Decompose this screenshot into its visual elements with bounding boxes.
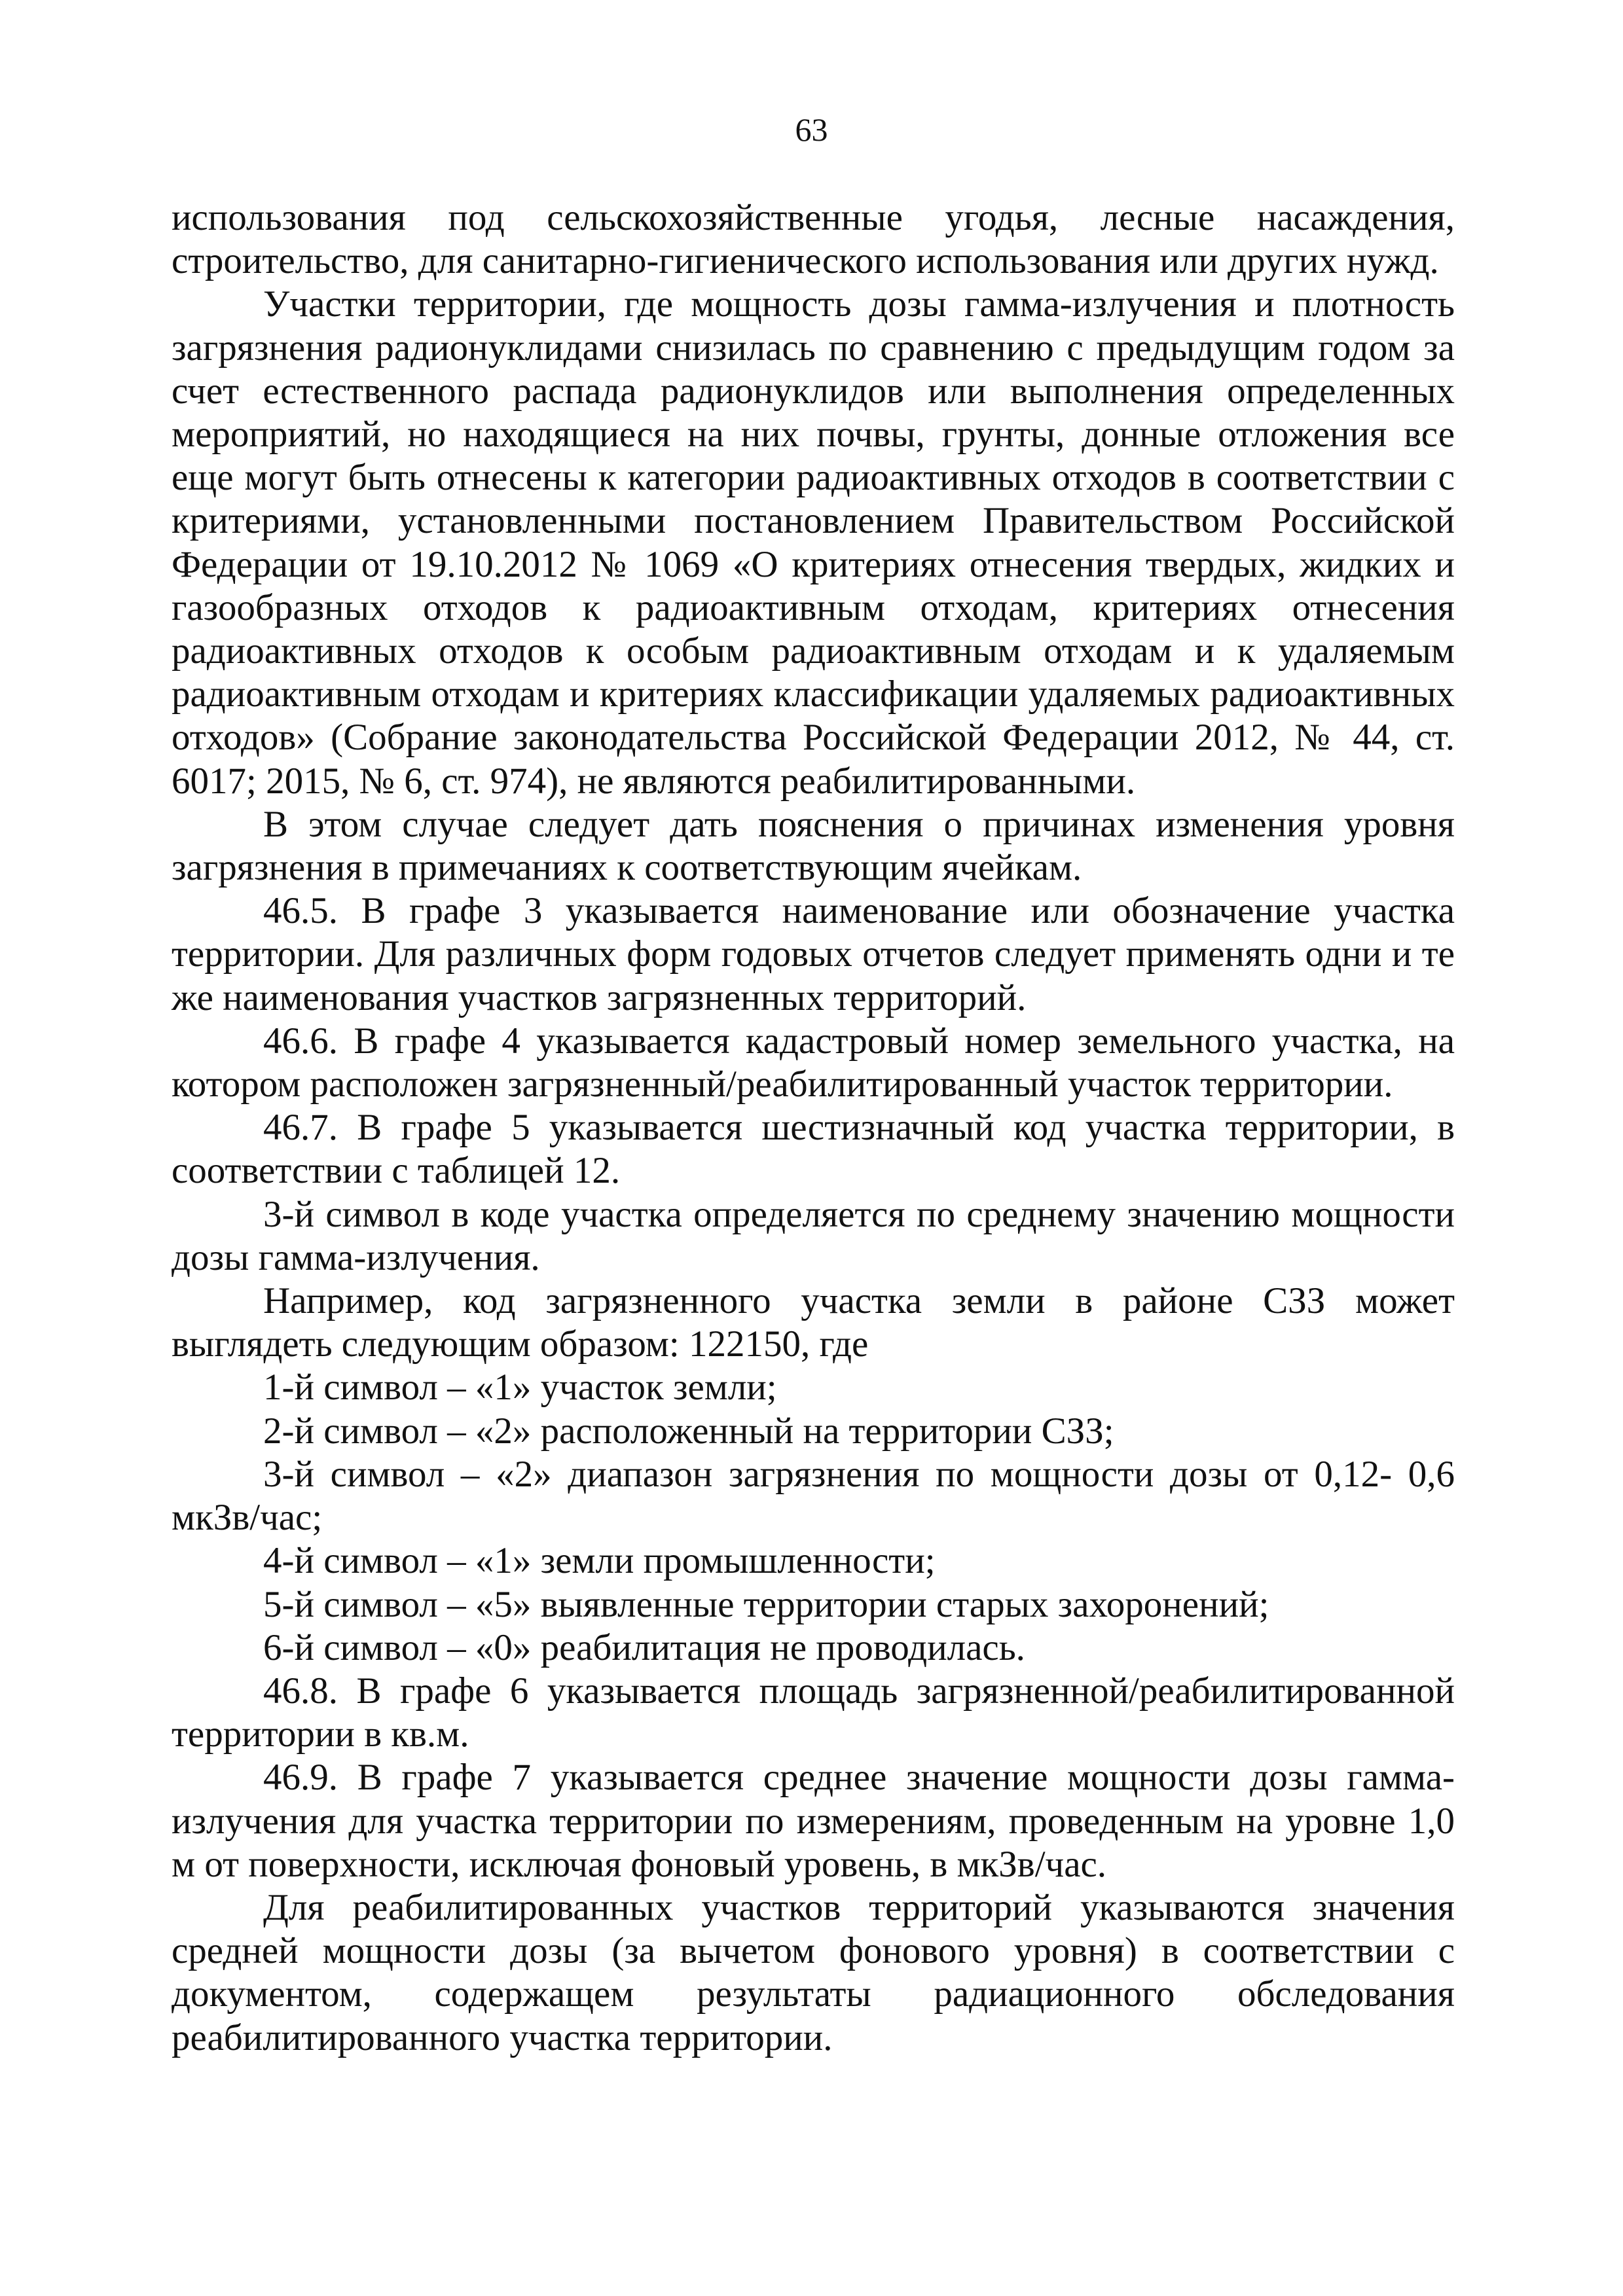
list-item-symbol-5: 5-й символ – «5» выявленные территории старых захоронений; xyxy=(263,1583,1269,1625)
page-number: 63 xyxy=(795,111,828,148)
list-item-symbol-1: 1-й символ – «1» участок земли; xyxy=(263,1367,777,1408)
paragraph-explanation-note: В этом случае следует дать пояснения о причинах изменения уровня загрязнения в примечаниях к соответствующим ячейкам. xyxy=(172,803,1455,889)
list-item-symbol-2: 2-й символ – «2» расположенный на территории СЗЗ; xyxy=(263,1410,1114,1452)
paragraph-46-6: 46.6. В графе 4 указывается кадастровый номер земельного участка, на котором расположен загрязненный/реабилитированный участок территории. xyxy=(172,1020,1455,1105)
paragraph-example: Например, код загрязненного участка земли в районе СЗЗ может выглядеть следующим образом: 122150, где xyxy=(172,1280,1455,1365)
paragraph-46-7: 46.7. В графе 5 указывается шестизначный код участка территории, в соответствии с таблицей 12. xyxy=(172,1107,1455,1192)
paragraph-continuation: использования под сельскохозяйственные угодья, лесные насаждения, строительство, для санитарно-гигиенического использования или других нужд. xyxy=(172,197,1455,282)
list-item-symbol-3: 3-й символ – «2» диапазон загрязнения по мощности дозы от 0,12- 0,6 мкЗв/час; xyxy=(172,1453,1455,1539)
list-item-symbol-4: 4-й символ – «1» земли промышленности; xyxy=(263,1540,936,1582)
paragraph-46-5: 46.5. В графе 3 указывается наименование или обозначение участка территории. Для различных форм годовых отчетов следует применять одни и те же наименования участков загрязненных территорий. xyxy=(172,890,1455,1018)
paragraph-non-rehabilitated-areas: Участки территории, где мощность дозы гамма-излучения и плотность загрязнения радионуклидами снизилась по сравнению с предыдущим годом за счет естественного распада радионуклидов или выполнения определенных мероприятий, но находящиеся на них почвы, грунты, донные отложения все еще могут быть отнесены к категории радиоактивных отходов в соответствии с критериями, установленными постановлением Правительством Российской Федерации от 19.10.2012 № 1069 «О критериях отнесения твердых, жидких и газообразных отходов к радиоактивным отходам, критериях отнесения радиоактивных отходов к особым радиоактивным отходам и к удаляемым радиоактивным отходам и критериях классификации удаляемых радиоактивных отходов» (Собрание законодательства Российской Федерации 2012, № 44, ст. 6017; 2015, № 6, ст. 974), не являются реабилитированными. xyxy=(172,283,1455,802)
list-item-symbol-6: 6-й символ – «0» реабилитация не проводилась. xyxy=(263,1626,1025,1668)
paragraph-third-symbol: 3-й символ в коде участка определяется по среднему значению мощности дозы гамма-излучения. xyxy=(172,1193,1455,1278)
paragraph-46-9: 46.9. В графе 7 указывается среднее значение мощности дозы гамма-излучения для участка территории по измерениям, проведенным на уровне 1,0 м от поверхности, исключая фоновый уровень, в мкЗв/час. xyxy=(172,1757,1455,1885)
paragraph-rehabilitated-values: Для реабилитированных участков территорий указываются значения средней мощности дозы (за вычетом фонового уровня) в соответствии с документом, содержащем результаты радиационного обследования реабилитированного участка территории. xyxy=(172,1886,1455,2058)
paragraph-46-8: 46.8. В графе 6 указывается площадь загрязненной/реабилитированной территории в кв.м. xyxy=(172,1670,1455,1755)
body-text xyxy=(172,196,1455,2060)
